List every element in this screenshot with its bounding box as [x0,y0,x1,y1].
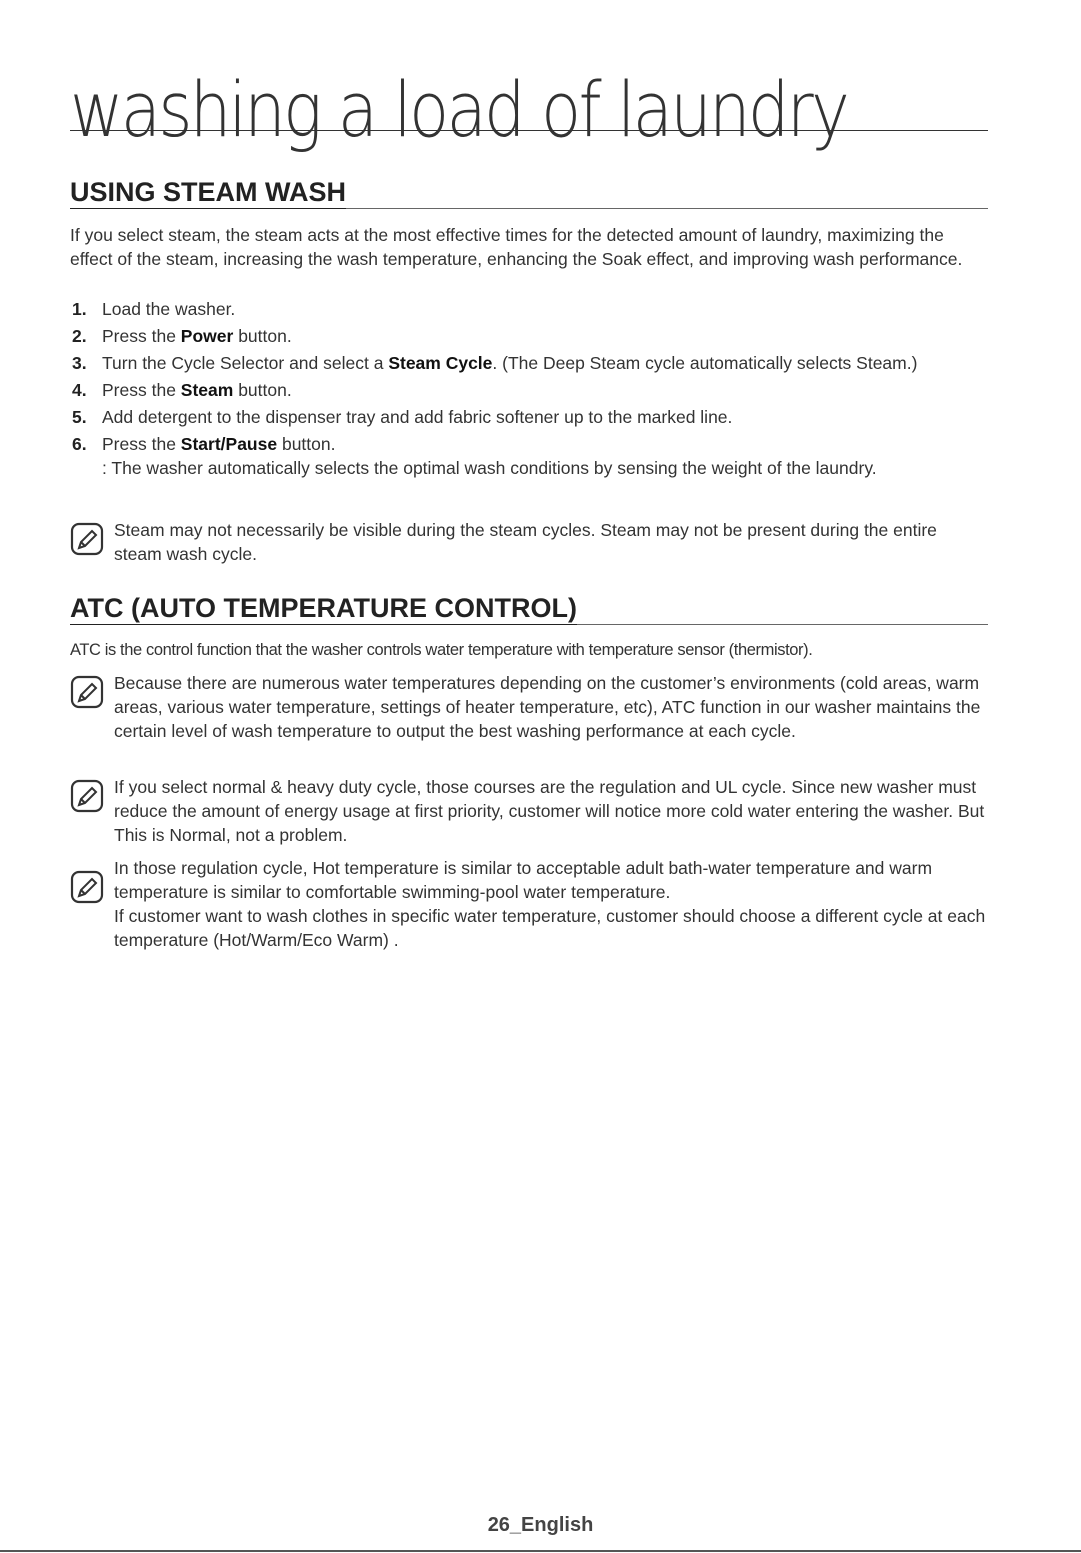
note-pencil-icon [70,522,104,556]
step-bold: Start/Pause [180,434,278,454]
bottom-rule [0,1550,1081,1552]
section-heading-steam [70,178,988,209]
step-item [70,297,980,321]
page-title-rule [70,58,988,154]
step-bold: Steam [180,380,234,400]
note-atc-3 [70,856,988,952]
steam-intro: If you select steam, the steam acts at the most effective times for the detected amount of laundry, maximizing the effect of the steam, increasing the wash temperature, enhancing the Soak effect, and improving wash performance. [70,225,963,269]
section-heading-atc [70,594,988,625]
note-pencil-icon [70,675,104,709]
note-pencil-icon [70,870,104,904]
step-bold: Steam Cycle [388,353,493,373]
step6-note: : The washer automatically selects the optimal wash conditions by sensing the weight of the laundry. [102,458,877,478]
note-pencil-icon [70,779,104,813]
note-text: In those regulation cycle, Hot temperature is similar to acceptable adult bath-water temperature and warm temperature is similar to comfortable swimming-pool water temperature. [114,858,933,902]
heading-atc: ATC (AUTO TEMPERATURE CONTROL) [70,593,577,623]
atc-intro: ATC is the control function that the washer controls water temperature with temperature sensor (thermistor). [70,641,813,659]
step-item [70,351,980,375]
step-item [70,324,980,348]
step-number: 4. [72,380,87,400]
note-text: Because there are numerous water temperatures depending on the customer’s environments (cold areas, warm areas, various water temperature, settings of heater temperature, etc), ATC function in our washer maintains the certain level of wash temperature to output the best washing performance at each cycle. [114,673,981,741]
step-text: button. [277,434,336,454]
page-footer: 26_English [487,1514,594,1536]
step-text: . (The Deep Steam cycle automatically selects Steam.) [492,353,918,373]
note-text: If customer want to wash clothes in specific water temperature, customer should choose a different cycle at each temperature (Hot/Warm/Eco Warm) . [114,906,986,950]
step-text: Press the [102,434,181,454]
note-atc-2 [70,775,988,847]
steam-steps [70,297,980,483]
note-atc-1 [70,671,988,743]
step-text: Add detergent to the dispenser tray and add fabric softener up to the marked line. [102,407,733,427]
note-steam [70,518,988,566]
step-text: Turn the Cycle Selector and select a [102,353,389,373]
step-number: 2. [72,326,87,346]
step-number: 6. [72,434,87,454]
step-text: button. [233,326,292,346]
step-item [70,432,980,456]
heading-steam: USING STEAM WASH [70,177,347,207]
step-item [70,378,980,402]
step-number: 3. [72,353,87,373]
step-number: 5. [72,407,87,427]
step-number: 1. [72,299,87,319]
note-text: Steam may not necessarily be visible during the steam cycles. Steam may not be present during the entire steam wash cycle. [114,520,937,564]
step-bold: Power [180,326,234,346]
note-text: If you select normal & heavy duty cycle, those courses are the regulation and UL cycle. Since new washer must reduce the amount of energy usage at first priority, customer will notice more cold water entering the washer. But This is Normal, not a problem. [114,777,985,845]
step-text: button. [233,380,292,400]
step-text: Press the [102,326,181,346]
page-title: washing a load of laundry [70,65,848,154]
step-text: Press the [102,380,181,400]
step-item [70,405,980,429]
step-text: Load the washer. [102,299,236,319]
